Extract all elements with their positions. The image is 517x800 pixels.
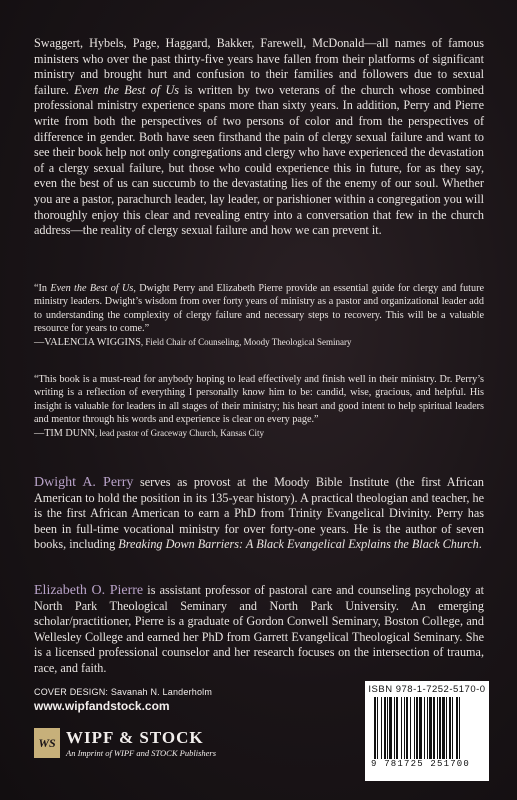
blurb-text: Swaggert, Hybels, Page, Haggard, Bakker, Farewell, McDonald—all names of famous ministers who over the past thirty-five years have fallen from their platforms of significant ministry and brought hurt and confusion to their families and followers due to sexual failure. xyxy=(34,36,484,97)
barcode-icon xyxy=(372,697,482,759)
barcode-bar xyxy=(410,697,411,759)
barcode-bar xyxy=(387,697,388,759)
barcode-bar xyxy=(439,697,441,759)
publisher-name: WIPF & STOCK xyxy=(66,728,204,747)
endorsement-book-title: Even the Best of Us xyxy=(50,283,134,294)
cover-blurb xyxy=(34,36,484,239)
endorsement-attribution xyxy=(34,336,484,349)
barcode-bar xyxy=(406,697,408,759)
endorsement-wiggins xyxy=(34,282,484,349)
quote-open: “ xyxy=(34,374,39,385)
barcode-bar xyxy=(449,697,451,759)
barcode-bar xyxy=(389,697,392,759)
author-book-title: Breaking Down Barriers: A Black Evangelical Explains the Black Church xyxy=(118,537,479,552)
author-bio-text: is assistant professor of pastoral care and counseling psychology at North Park Theological Seminary and North Park University. An emerging scholar/practitioner, Pierre is a graduate of Gordon Conwell Seminary, Boston College, and Wellesley College and earned her PhD from Garrett Evangelical Theological Seminary. She is a licensed professional counselor and her research focuses on the intersection of trauma, race, and faith. xyxy=(34,583,484,675)
barcode-bar xyxy=(446,697,447,759)
barcode-bar xyxy=(401,697,402,759)
barcode-bar xyxy=(437,697,438,759)
barcode-bar xyxy=(427,697,428,759)
blurb-text-continued: is written by two veterans of the church whose combined professional ministry experience spans more than sixty years. In addition, Perry and Pierre write from both the perspectives of two persons of color and from the perspectives of difference in gender. Both have seen firsthand the pain of clergy sexual failure and want to see their book help not only congregations and clergy who have experienced the devastation of a clergy sexual failure, but those who could experience this in future, for as they say, even the best of us can succumb to the devastating lies of the enemy of our soul. Whether you are a pastor, parachurch leader, lay leader, or parishioner within a congregation you will thoroughly enjoy this clear and revealing entry into a conversation that few in the church address—the reality of clergy sexual failure and how we can prevent it. xyxy=(34,82,484,238)
endorser-name: —VALENCIA WIGGINS xyxy=(34,337,141,349)
barcode-bar xyxy=(404,697,405,759)
publisher-text xyxy=(66,728,216,758)
quote-open: “In xyxy=(34,283,51,294)
barcode-bar xyxy=(377,697,378,759)
barcode-bar xyxy=(424,697,425,759)
endorser-role: , Field Chair of Counseling, Moody Theological Seminary xyxy=(140,337,352,348)
isbn-label: ISBN 978-1-7252-5170-0 xyxy=(368,684,486,695)
barcode-bar xyxy=(374,697,376,759)
barcode-bar xyxy=(381,697,382,759)
barcode-bar xyxy=(452,697,453,759)
barcode-bar xyxy=(456,697,458,759)
isbn-barcode xyxy=(365,681,489,781)
barcode-bar xyxy=(433,697,435,759)
barcode-bar xyxy=(394,697,395,759)
publisher-subtitle: An Imprint of WIPF and STOCK Publishers xyxy=(66,748,217,758)
endorser-role: , lead pastor of Graceway Church, Kansas City xyxy=(94,428,265,439)
bio-end: . xyxy=(478,537,482,552)
barcode-bar xyxy=(414,697,415,759)
barcode-bar xyxy=(419,697,422,759)
book-title-italic: Even the Best of Us xyxy=(74,82,180,97)
barcode-digits: 9 781725 251700 xyxy=(371,759,471,769)
barcode-bar xyxy=(442,697,445,759)
author-bio-pierre xyxy=(34,583,484,677)
author-bio-perry xyxy=(34,475,484,553)
author-name: Elizabeth O. Pierre xyxy=(34,583,144,598)
endorser-name: —TIM DUNN xyxy=(34,428,95,440)
author-bio-text: serves as provost at the Moody Bible Institute (the first African American to hold the position in its 135-year history). A practical theologian and teacher, he is the first African American to earn a PhD from Trinity Evangelical Divinity. Perry has been in full-time vocational ministry for over forty-one years. He is the author of seven books, including xyxy=(34,475,484,552)
barcode-bar xyxy=(429,697,432,759)
publisher-logo xyxy=(34,728,216,758)
endorsement-attribution xyxy=(34,427,484,440)
barcode-bar xyxy=(384,697,386,759)
endorsement-text: , Dwight Perry and Elizabeth Pierre provide an essential guide for clergy and future ministry leaders. Dwight’s wisdom from over forty years of ministry as a pastor and organizational leader add to understanding the complexity of clergy failure and necessary steps to recovery. This will be a valuable resource for years to come.” xyxy=(34,283,485,334)
endorsement-text: This book is a must-read for anybody hoping to lead effectively and finish well in their ministry. Dr. Perry’s writing is a reflection of everything I personally know him to be: candid, wise, gracious, and helpful. His insight is valuable for leaders in all stages of their ministry; his heart and good intent to help spiritual leaders and mentor through his words and experience is clear on every page.” xyxy=(34,374,484,425)
publisher-emblem-icon: WS xyxy=(34,728,60,758)
publisher-url[interactable]: www.wipfandstock.com xyxy=(34,699,170,713)
barcode-bar xyxy=(459,697,460,759)
barcode-bar xyxy=(396,697,398,759)
cover-design-credit: COVER DESIGN: Savanah N. Landerholm xyxy=(34,687,213,697)
author-name: Dwight A. Perry xyxy=(34,475,134,490)
barcode-bar xyxy=(416,697,418,759)
cover-credits xyxy=(34,687,212,713)
endorsement-dunn xyxy=(34,373,484,440)
